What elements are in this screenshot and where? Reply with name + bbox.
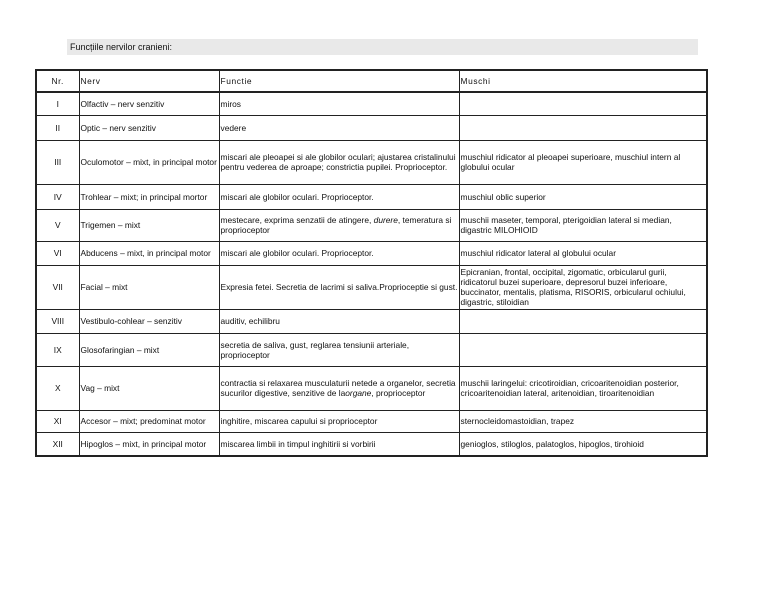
cell-functie: miscari ale pleoapei si ale globilor oculari; ajustarea cristalinului pentru vederea de aproape; constrictia pupilei. Proprioceptor. xyxy=(219,140,459,184)
functie-text: , temeratura si proprioceptor xyxy=(220,215,452,235)
functie-text: , proprioceptor xyxy=(371,388,426,398)
cell-nr: X xyxy=(36,366,79,410)
cell-nerv: Olfactiv – nerv senzitiv xyxy=(79,92,219,115)
cell-nerv: Vag – mixt xyxy=(79,366,219,410)
table-row xyxy=(36,309,707,333)
cell-nr: II xyxy=(36,115,79,140)
table-row xyxy=(36,366,707,410)
cell-muschi xyxy=(459,115,707,140)
cell-nr: IV xyxy=(36,184,79,209)
cell-muschi: sternocleidomastoidian, trapez xyxy=(459,410,707,432)
cell-muschi: muschiul ridicator al pleoapei superioare, muschiul intern al globului ocular xyxy=(459,140,707,184)
cell-nr: VII xyxy=(36,265,79,309)
header-functie: Functie xyxy=(219,70,459,92)
cell-muschi xyxy=(459,333,707,366)
table-row xyxy=(36,184,707,209)
functie-italic-text: organe xyxy=(345,388,372,398)
cell-functie: vedere xyxy=(219,115,459,140)
table-row xyxy=(36,140,707,184)
cell-muschi: genioglos, stiloglos, palatoglos, hipoglos, tirohioid xyxy=(459,432,707,456)
cell-nr: VI xyxy=(36,241,79,265)
table-row xyxy=(36,115,707,140)
table-row xyxy=(36,209,707,241)
cranial-nerves-table xyxy=(35,69,708,457)
cell-nerv: Optic – nerv senzitiv xyxy=(79,115,219,140)
cell-functie: miscari ale globilor oculari. Proprioceptor. xyxy=(219,184,459,209)
cell-nerv: Facial – mixt xyxy=(79,265,219,309)
functie-italic-text: durere xyxy=(373,215,398,225)
cell-nerv: Hipoglos – mixt, in principal motor xyxy=(79,432,219,456)
cell-nr: VIII xyxy=(36,309,79,333)
cell-functie xyxy=(219,209,459,241)
cell-nerv: Abducens – mixt, in principal motor xyxy=(79,241,219,265)
table-row xyxy=(36,92,707,115)
cell-functie: miscarea limbii in timpul inghitirii si vorbirii xyxy=(219,432,459,456)
cell-nr: I xyxy=(36,92,79,115)
cell-nr: V xyxy=(36,209,79,241)
cell-nr: III xyxy=(36,140,79,184)
cell-muschi xyxy=(459,92,707,115)
cell-nr: XI xyxy=(36,410,79,432)
cell-nerv: Vestibulo-cohlear – senzitiv xyxy=(79,309,219,333)
cell-nerv: Accesor – mixt; predominat motor xyxy=(79,410,219,432)
document-title: Funcțiile nervilor cranieni: xyxy=(67,39,698,55)
header-nr: Nr. xyxy=(36,70,79,92)
cell-functie: miscari ale globilor oculari. Proprioceptor. xyxy=(219,241,459,265)
cell-nerv: Oculomotor – mixt, in principal motor xyxy=(79,140,219,184)
cell-functie xyxy=(219,366,459,410)
cell-nr: IX xyxy=(36,333,79,366)
cell-nr: XII xyxy=(36,432,79,456)
table-row xyxy=(36,265,707,309)
functie-text: contractia si relaxarea musculaturii netede a organelor, secretia sucurilor digestive, senzitive de la xyxy=(220,378,456,398)
cell-nerv: Trigemen – mixt xyxy=(79,209,219,241)
table-row xyxy=(36,410,707,432)
cell-muschi: Epicranian, frontal, occipital, zigomatic, orbicularul gurii, ridicatorul buzei superioare, depresorul buzei inferioare, buccinator, mentalis, platisma, RISORIS, orbicularul ochiului, digastric, stiloidian xyxy=(459,265,707,309)
table-row xyxy=(36,241,707,265)
cell-nerv: Trohlear – mixt; in principal mortor xyxy=(79,184,219,209)
cell-functie: Expresia fetei. Secretia de lacrimi si saliva.Proprioceptie si gust. xyxy=(219,265,459,309)
cell-muschi: muschiul ridicator lateral al globului ocular xyxy=(459,241,707,265)
cell-muschi: muschii maseter, temporal, pterigoidian lateral si median, digastric MILOHIOID xyxy=(459,209,707,241)
cell-functie: auditiv, echilibru xyxy=(219,309,459,333)
cell-functie: miros xyxy=(219,92,459,115)
cell-muschi xyxy=(459,309,707,333)
header-nerv: Nerv xyxy=(79,70,219,92)
table-row xyxy=(36,333,707,366)
table-header-row xyxy=(36,70,707,92)
cell-functie: secretia de saliva, gust, reglarea tensiunii arteriale, proprioceptor xyxy=(219,333,459,366)
cell-functie: inghitire, miscarea capului si proprioceptor xyxy=(219,410,459,432)
cell-muschi: muschii laringelui: cricotiroidian, cricoaritenoidian posterior, cricoaritenoidian lateral, aritenoidian, tiroaritenoidian xyxy=(459,366,707,410)
functie-text: mestecare, exprima senzatii de atingere, xyxy=(220,215,374,225)
cell-muschi: muschiul oblic superior xyxy=(459,184,707,209)
header-muschi: Muschi xyxy=(459,70,707,92)
table-row xyxy=(36,432,707,456)
cell-nerv: Glosofaringian – mixt xyxy=(79,333,219,366)
